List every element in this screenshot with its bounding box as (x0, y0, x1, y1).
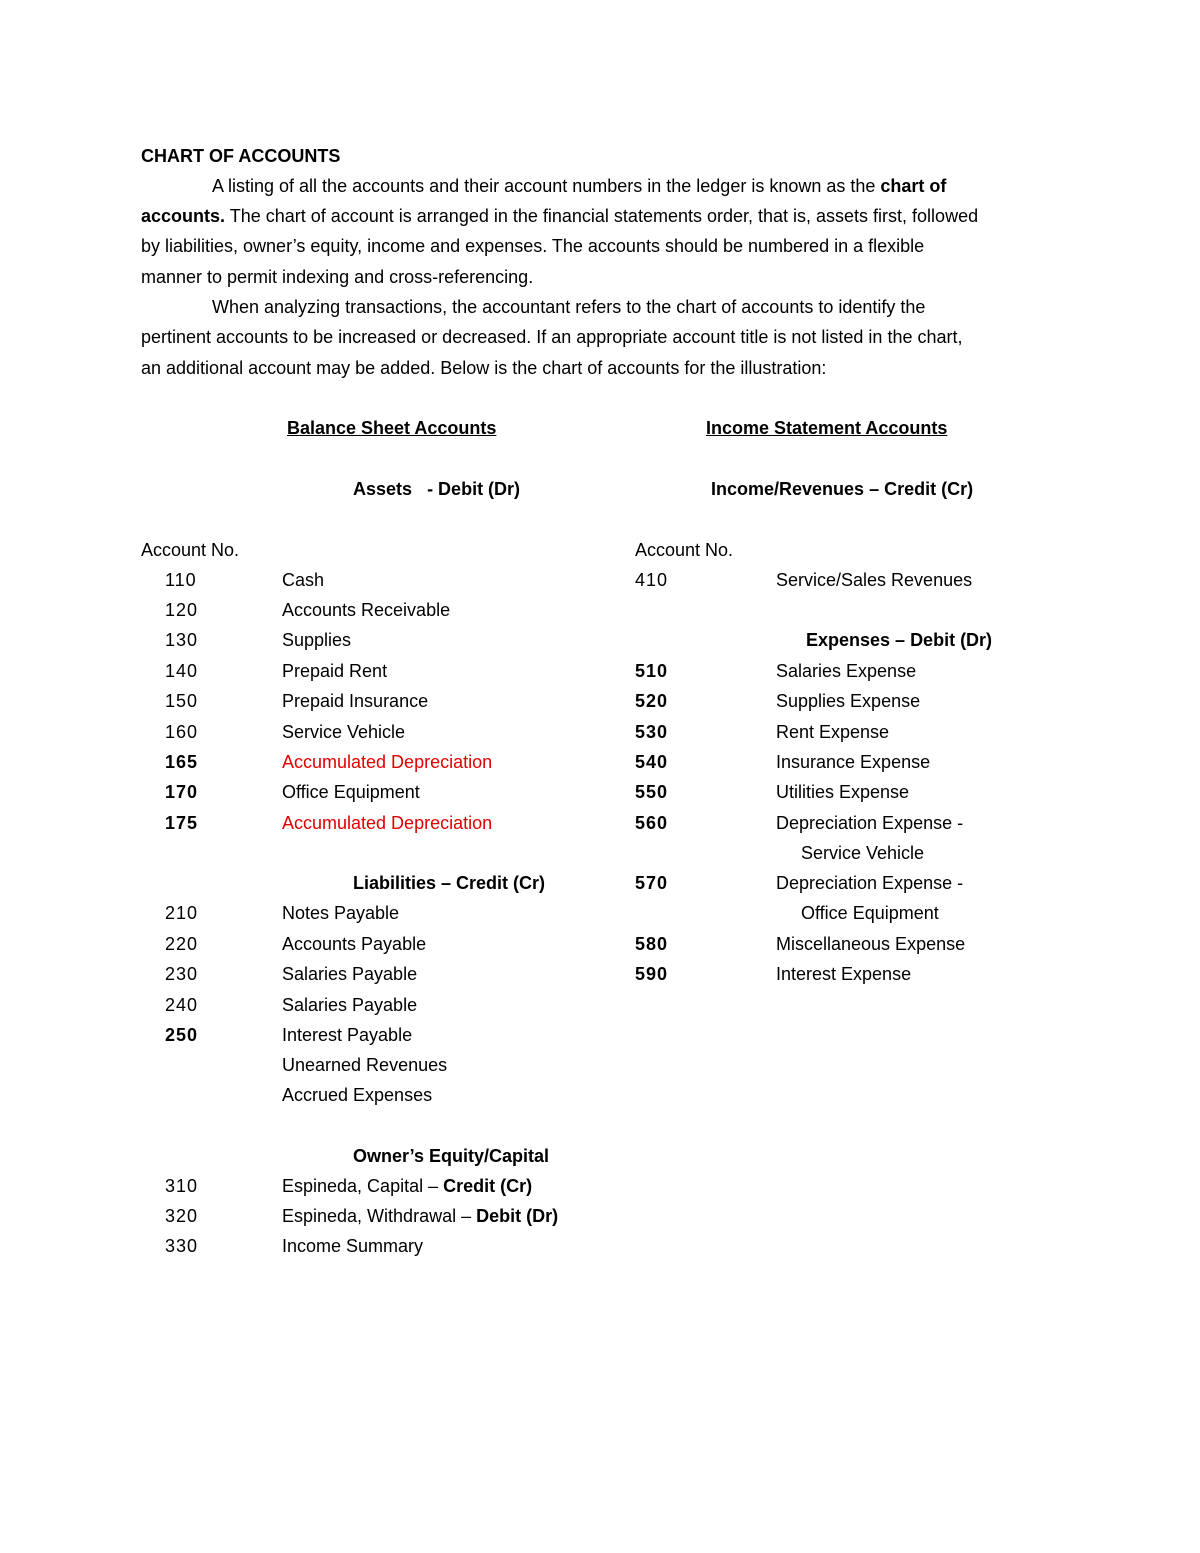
account-name: Interest Expense (776, 964, 912, 984)
income-heading: Income/Revenues – Credit (Cr) (711, 479, 974, 499)
assets-side: - Debit (Dr) (427, 479, 521, 499)
account-name: Accounts Receivable (282, 600, 451, 620)
account-number: 175 (165, 813, 199, 833)
account-name-highlighted: Accumulated Depreciation (282, 752, 493, 772)
account-name: Unearned Revenues (282, 1055, 448, 1075)
account-name: Supplies Expense (776, 691, 921, 711)
account-name: Supplies (282, 630, 352, 650)
account-name: Service Vehicle (282, 722, 406, 742)
account-name: Insurance Expense (776, 752, 931, 772)
balance-sheet-heading: Balance Sheet Accounts (287, 418, 497, 438)
account-name: Income Summary (282, 1236, 424, 1256)
paragraph-1-line-3: by liabilities, owner’s equity, income and expenses. The accounts should be numbered in a flexible (141, 236, 925, 256)
income-statement-heading: Income Statement Accounts (706, 418, 948, 438)
account-number: 230 (165, 964, 199, 984)
account-name: Prepaid Rent (282, 661, 388, 681)
text-run: A listing of all the accounts and their account numbers in the ledger is known as the (212, 176, 881, 196)
assets-label: Assets (353, 479, 413, 499)
expenses-heading: Expenses – Debit (Dr) (806, 630, 993, 650)
paragraph-2-line-1: When analyzing transactions, the accountant refers to the chart of accounts to identify the (212, 297, 926, 317)
account-number: 330 (165, 1236, 199, 1256)
paragraph-1-line-1 (212, 176, 946, 196)
account-number: 520 (635, 691, 669, 711)
account-name: Service/Sales Revenues (776, 570, 973, 590)
account-number: 140 (165, 661, 199, 681)
account-no-header-left: Account No. (141, 540, 240, 560)
account-name: Miscellaneous Expense (776, 934, 966, 954)
account-name-continued: Service Vehicle (801, 843, 925, 863)
account-number: 570 (635, 873, 669, 893)
account-name: Salaries Expense (776, 661, 917, 681)
account-name (282, 1176, 532, 1196)
liabilities-heading: Liabilities – Credit (Cr) (353, 873, 546, 893)
account-number: 590 (635, 964, 669, 984)
account-number: 310 (165, 1176, 199, 1196)
account-name: Cash (282, 570, 325, 590)
equity-heading: Owner’s Equity/Capital (353, 1146, 550, 1166)
text-run: Espineda, Capital – (282, 1176, 444, 1196)
account-name: Accrued Expenses (282, 1085, 433, 1105)
account-name: Notes Payable (282, 903, 400, 923)
account-number: 410 (635, 570, 669, 590)
account-number: 120 (165, 600, 199, 620)
account-number: 530 (635, 722, 669, 742)
account-number: 550 (635, 782, 669, 802)
account-number: 220 (165, 934, 199, 954)
text-run: Espineda, Withdrawal – (282, 1206, 477, 1226)
account-number: 165 (165, 752, 199, 772)
side-label: Credit (Cr) (443, 1176, 533, 1196)
account-number: 250 (165, 1025, 199, 1045)
page-title: CHART OF ACCOUNTS (141, 146, 341, 166)
account-name (282, 1206, 558, 1226)
term-accounts: accounts. (141, 206, 226, 226)
account-number: 510 (635, 661, 669, 681)
account-number: 110 (165, 570, 197, 590)
assets-heading (353, 479, 520, 499)
paragraph-2-line-3: an additional account may be added. Below is the chart of accounts for the illustration: (141, 358, 827, 378)
account-name-highlighted: Accumulated Depreciation (282, 813, 493, 833)
account-number: 170 (165, 782, 199, 802)
account-name: Depreciation Expense - (776, 813, 964, 833)
account-name: Office Equipment (282, 782, 420, 802)
account-number: 210 (165, 903, 199, 923)
account-number: 130 (165, 630, 199, 650)
side-label: Debit (Dr) (476, 1206, 559, 1226)
account-number: 160 (165, 722, 199, 742)
account-name: Accounts Payable (282, 934, 427, 954)
account-number: 320 (165, 1206, 199, 1226)
account-name: Prepaid Insurance (282, 691, 429, 711)
paragraph-2-line-2: pertinent accounts to be increased or decreased. If an appropriate account title is not listed in the chart, (141, 327, 963, 347)
account-name: Salaries Payable (282, 964, 418, 984)
account-name: Interest Payable (282, 1025, 413, 1045)
account-number: 560 (635, 813, 669, 833)
account-name-continued: Office Equipment (801, 903, 939, 923)
account-name: Utilities Expense (776, 782, 910, 802)
account-number: 240 (165, 995, 199, 1015)
text-run: The chart of account is arranged in the financial statements order, that is, assets first, followed (225, 206, 979, 226)
account-name: Salaries Payable (282, 995, 418, 1015)
account-no-header-right: Account No. (635, 540, 734, 560)
account-number: 150 (165, 691, 199, 711)
account-number: 540 (635, 752, 669, 772)
account-name: Depreciation Expense - (776, 873, 964, 893)
account-number: 580 (635, 934, 669, 954)
paragraph-1-line-4: manner to permit indexing and cross-referencing. (141, 267, 534, 287)
account-name: Rent Expense (776, 722, 890, 742)
term-chart-of: chart of (880, 176, 947, 196)
paragraph-1-line-2 (141, 206, 978, 226)
